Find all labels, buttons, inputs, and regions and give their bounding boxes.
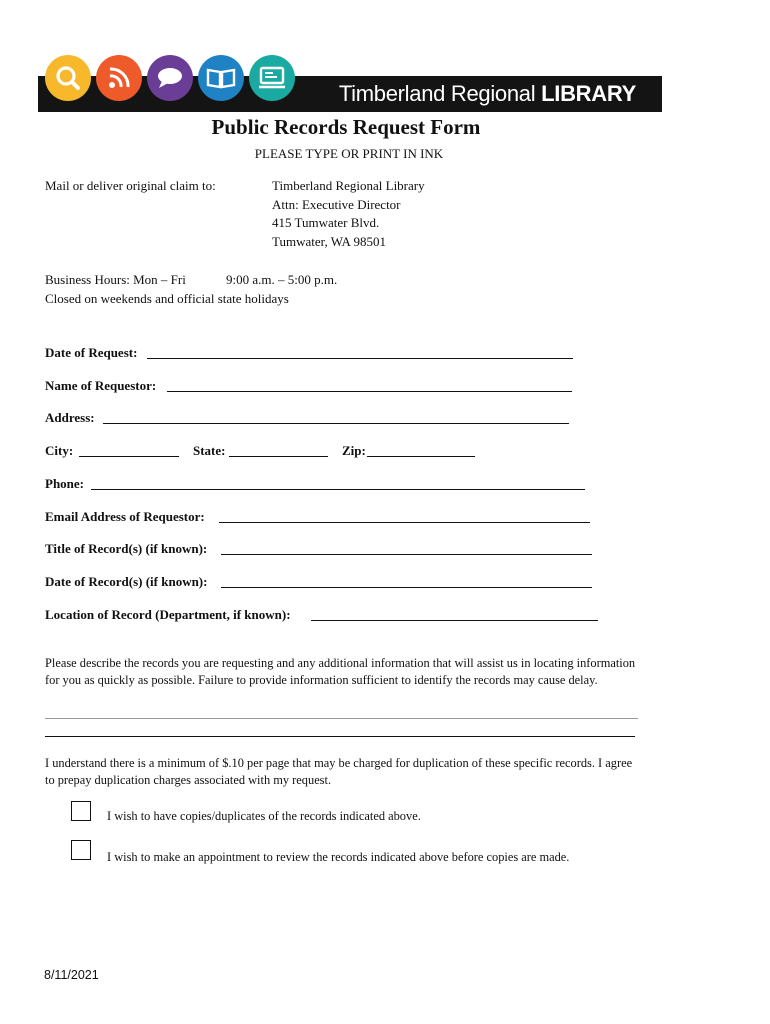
location-label: Location of Record (Department, if known): <box>45 607 291 622</box>
brand-name: Timberland Regional LIBRARY <box>338 81 636 106</box>
wifi-icon <box>96 55 142 101</box>
address-line: 415 Tumwater Blvd. <box>272 215 380 230</box>
zip-field[interactable] <box>367 456 475 457</box>
computer-icon <box>249 55 295 101</box>
search-icon <box>45 55 91 101</box>
city-field[interactable] <box>79 456 179 457</box>
phone-field[interactable] <box>91 489 585 490</box>
title-of-records-field[interactable] <box>221 554 592 555</box>
describe-instructions: Please describe the records you are requesting and any additional information that will assist us in locating information for you as quickly as possible. Failure to provide information sufficient to identify the records may cause delay. <box>45 656 636 687</box>
form-title: Public Records Request Form <box>211 115 481 139</box>
state-label: State: <box>193 443 226 458</box>
name-of-requestor-label: Name of Requestor: <box>45 378 157 393</box>
speech-bubble-icon <box>147 55 193 101</box>
copies-checkbox[interactable] <box>71 801 91 821</box>
book-icon <box>198 55 244 101</box>
email-field[interactable] <box>219 522 590 523</box>
business-hours-days: Business Hours: Mon – Fri <box>45 272 186 287</box>
phone-label: Phone: <box>45 476 84 491</box>
description-line[interactable] <box>45 718 638 719</box>
date-of-records-label: Date of Record(s) (if known): <box>45 574 208 589</box>
description-line[interactable] <box>45 736 635 737</box>
appointment-option-label: I wish to make an appointment to review the records indicated above before copies are made. <box>107 850 570 864</box>
address-line: Attn: Executive Director <box>272 196 401 212</box>
duplication-agreement: I understand there is a minimum of $.10 per page that may be charged for duplication of these specific records. I agree to prepay duplication charges associated with my request. <box>45 756 633 787</box>
mail-label: Mail or deliver original claim to: <box>45 178 216 193</box>
date-of-records-field[interactable] <box>221 587 592 588</box>
copies-option-label: I wish to have copies/duplicates of the records indicated above. <box>107 809 421 823</box>
address-line: Tumwater, WA 98501 <box>272 233 386 249</box>
title-of-records-label: Title of Record(s) (if known): <box>45 541 208 556</box>
appointment-checkbox[interactable] <box>71 840 91 860</box>
date-of-request-label: Date of Request: <box>45 345 138 360</box>
city-label: City: <box>45 443 74 458</box>
date-of-request-field[interactable] <box>147 358 573 359</box>
closed-notice: Closed on weekends and official state holidays <box>45 291 289 306</box>
zip-label: Zip: <box>342 443 366 458</box>
address-line: Timberland Regional Library <box>272 178 425 193</box>
mailing-address <box>272 177 425 251</box>
state-field[interactable] <box>229 456 328 457</box>
form-subtitle: PLEASE TYPE OR PRINT IN INK <box>254 146 444 161</box>
location-field[interactable] <box>311 620 598 621</box>
email-label: Email Address of Requestor: <box>45 509 205 524</box>
name-of-requestor-field[interactable] <box>167 391 572 392</box>
footer-date: 8/11/2021 <box>44 968 99 982</box>
address-label: Address: <box>45 410 95 425</box>
address-field[interactable] <box>103 423 569 424</box>
business-hours-times: 9:00 a.m. – 5:00 p.m. <box>226 272 338 287</box>
